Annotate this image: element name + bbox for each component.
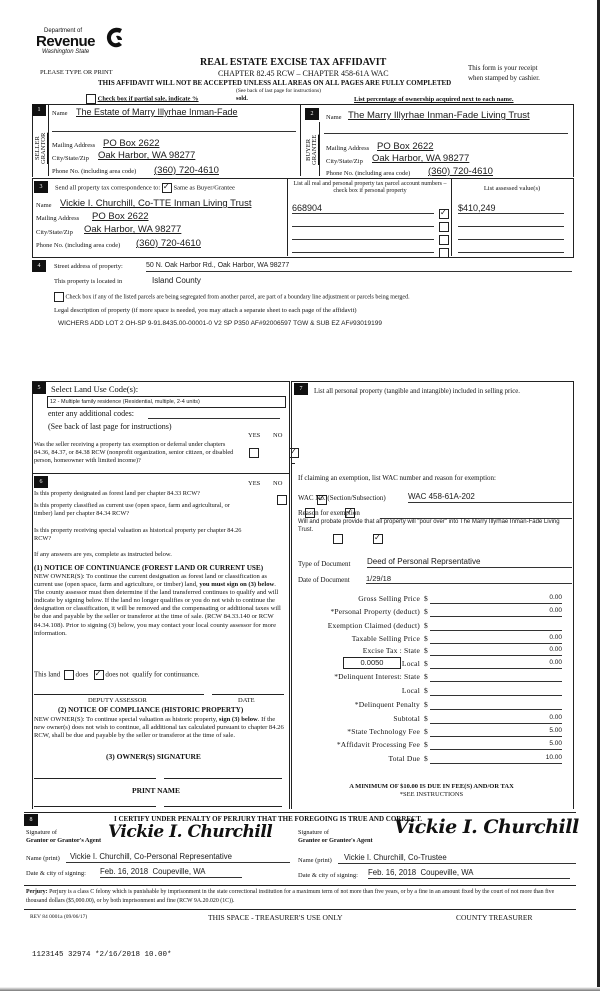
legal-description-label: Legal description of property (if more space is needed, you may attach a separate sheet to each page of the affidavit) xyxy=(54,307,357,314)
please-type-or-print: PLEASE TYPE OR PRINT xyxy=(40,69,113,76)
buyer-phone-field[interactable]: (360) 720-4610 xyxy=(428,166,493,177)
current-use-question: Is this property classified as current use (open space, farm and agricultural, or timber) land per chapter 84.34 RCW? xyxy=(34,502,230,517)
section-3-badge: 3 xyxy=(34,181,48,193)
seller-name-label: Name xyxy=(52,110,68,117)
excise-tax-state-field[interactable]: 0.00 xyxy=(430,646,562,656)
county-field[interactable]: Island County xyxy=(152,276,201,285)
partial-sale-row xyxy=(86,94,199,104)
print-name-line-2[interactable] xyxy=(164,806,282,807)
land-use-code-select[interactable]: 12 - Multiple family residence (Residential, multiple, 2-4 units) xyxy=(47,396,286,408)
street-address-label: Street address of property: xyxy=(54,263,123,270)
buyer-city-field[interactable]: Oak Harbor, WA 98277 xyxy=(372,153,470,164)
owner-signature-line-1[interactable] xyxy=(34,778,156,779)
fee-row-exemption-claimed: Exemption Claimed (deduct) $ xyxy=(300,621,570,633)
fee-row-total-due: Total Due $ 10.00 xyxy=(388,754,562,763)
assessed-value-field[interactable] xyxy=(458,229,564,240)
section-4-badge: 4 xyxy=(32,260,46,272)
local-rate-field[interactable]: 0.0050 xyxy=(343,657,401,669)
buyer-name-field[interactable]: The Marry Illyrhae Inman-Fade Living Trust xyxy=(348,110,530,121)
exemption-claimed-field[interactable] xyxy=(430,621,562,631)
notice-compliance-text: NEW OWNER(S): To continue special valuation as historic property, sign (3) below. If the new owner(s) does not wish to continue, all additional tax calculated pursuant to chapter 84.26 RCW, shall be due and payable by the seller or transferor at the time of sale. xyxy=(34,716,284,739)
grantee-name-label: Name (print) xyxy=(298,857,332,864)
buyer-name-line-2[interactable] xyxy=(324,133,568,134)
print-name-line-1[interactable] xyxy=(34,806,156,807)
wac-label: WAC No. (Section/Subsection) xyxy=(298,494,386,502)
minimum-due-note: A MINIMUM OF $10.00 IS DUE IN FEE(S) AND/OR TAX xyxy=(349,783,514,790)
parcel-row xyxy=(292,229,572,241)
segregated-checkbox[interactable] xyxy=(54,292,64,302)
fee-row-excise-local: Local $ 0.00 xyxy=(401,659,562,668)
delinquent-interest-local-field[interactable] xyxy=(430,686,562,696)
see-instructions-note: *SEE INSTRUCTIONS xyxy=(399,791,464,798)
buyer-mailing-label: Mailing Address xyxy=(326,145,370,152)
does-label: does xyxy=(75,670,89,679)
assessor-date-label: DATE xyxy=(238,697,255,704)
land-use-see-back: (See back of last page for instructions) xyxy=(48,422,172,431)
assessed-value-field[interactable]: $410,249 xyxy=(458,203,564,214)
form-number: REV 84 0001a (09/06/17) xyxy=(30,914,88,920)
wac-field[interactable]: WAC 458-61A-202 xyxy=(408,492,572,503)
grantee-signature[interactable]: Vickie I. Churchill xyxy=(394,816,579,838)
seller-mailing-label: Mailing Address xyxy=(52,142,96,149)
treasurer-use-only: THIS SPACE - TREASURER'S USE ONLY xyxy=(208,913,343,922)
parcel-row xyxy=(292,242,572,254)
grantor-date-field[interactable]: Feb. 16, 2018 Coupeville, WA xyxy=(100,867,242,878)
tax-city-label: City/State/Zip xyxy=(36,229,73,236)
buyer-mailing-field[interactable]: PO Box 2622 xyxy=(377,141,434,152)
doc-type-label: Type of Document xyxy=(298,560,351,568)
segregated-row xyxy=(54,292,410,302)
section-8-top-border xyxy=(24,812,576,813)
gross-selling-price-field[interactable]: 0.00 xyxy=(430,594,562,604)
segregated-label: Check box if any of the listed parcels are being segregated from another parcel, are part of a boundary line adjustment or parcels being merged. xyxy=(65,294,410,301)
section-1-badge: 1 xyxy=(32,104,46,116)
seller-phone-field[interactable]: (360) 720-4610 xyxy=(154,165,219,176)
fee-row-delinquent-interest-state: *Delinquent Interest: State $ xyxy=(300,672,570,684)
cashier-stamp: 1123145 32974 *2/16/2018 10.00* xyxy=(32,951,172,959)
send-correspondence-label: Send all property tax correspondence to: xyxy=(55,184,161,192)
doc-date-label: Date of Document xyxy=(298,576,350,584)
notice-compliance-title: (2) NOTICE OF COMPLIANCE (HISTORIC PROPERTY) xyxy=(58,706,244,714)
yes-header: YES xyxy=(248,432,261,439)
fee-row-personal-property: *Personal Property (deduct) $ 0.00 xyxy=(330,607,562,616)
section-6-yes-header: YES xyxy=(248,480,261,487)
parcel-header: List all real and personal property tax parcel account numbers – check box if personal property xyxy=(293,181,447,194)
tax-mailing-label: Mailing Address xyxy=(36,215,80,222)
perjury-notice: Perjury: Perjury is a class C felony which is punishable by imprisonment in the state correctional institution for a maximum term of not more than five years, or by a fine in an amount fixed by the court of not more than five thousand dollars ($5,000.00), or by both imprisonment and fine (RCW 9A.20.020 (1C)). xyxy=(26,889,555,904)
section-5-badge: 5 xyxy=(32,382,46,394)
seller-phone-label: Phone No. (including area code) xyxy=(52,168,137,175)
doc-type-field[interactable]: Deed of Personal Reprsentative xyxy=(367,557,572,568)
section-7-badge: 7 xyxy=(294,383,308,395)
assessed-value-field[interactable] xyxy=(458,216,564,227)
affidavit-processing-fee-field[interactable]: 5.00 xyxy=(430,740,562,750)
owner-signature-line-2[interactable] xyxy=(164,778,282,779)
tax-phone-field[interactable]: (360) 720-4610 xyxy=(136,238,201,249)
seller-mailing-field[interactable]: PO Box 2622 xyxy=(103,138,160,149)
fee-row-state-technology-fee: *State Technology Fee $ 5.00 xyxy=(347,727,562,736)
personal-property-deduct-field[interactable]: 0.00 xyxy=(430,607,562,617)
reason-label: Reason for exemption xyxy=(298,509,360,517)
section-2-badge: 2 xyxy=(305,108,319,120)
partial-sale-label: Check box if partial sale, indicate % xyxy=(97,95,199,103)
forest-land-yes-checkbox[interactable] xyxy=(277,495,287,505)
tax-name-label: Name xyxy=(36,202,52,209)
section-8-badge: 8 xyxy=(24,814,38,826)
notice-continuance-text: NEW OWNER(S): To continue the current designation as forest land or classification as current use (open space, farm and agriculture, or timber) land, you must sign on (3) below. The county assessor must then determine if the land transferred continues to qualify and will indicate by signing below. If the land no longer qualifies or you do not wish to continue the designation or classification, it will be removed and the compensating or additional taxes will be due and payable by the seller or transferor at the time of sale. (RCW 84.33.140 or RCW 84.34.108). Prior to signing (3) below, you may contact your local county assessor for more information. xyxy=(34,573,281,637)
grantor-signature-label: Signature of Grantor or Grantor's Agent xyxy=(26,829,102,844)
section-2-divider xyxy=(300,104,301,176)
logo-washington-state: Washington State xyxy=(42,49,90,55)
see-back-instructions: (See back of last page for instructions) xyxy=(236,88,321,94)
tax-phone-label: Phone No. (including area code) xyxy=(36,242,121,249)
delinquent-penalty-field[interactable] xyxy=(430,700,562,710)
assessor-date-line[interactable] xyxy=(212,694,284,695)
seller-exemption-yes-checkbox[interactable] xyxy=(249,448,259,458)
does-not-qualify-checkbox[interactable] xyxy=(94,670,104,680)
fee-row-gross-selling-price: Gross Selling Price $ 0.00 xyxy=(358,594,562,603)
same-as-buyer-checkbox[interactable] xyxy=(162,183,172,193)
subtotal-field[interactable]: 0.00 xyxy=(430,714,562,724)
parcel-divider xyxy=(287,178,288,256)
notice-continuance-title: (1) NOTICE OF CONTINUANCE (FOREST LAND OR CURRENT USE) xyxy=(34,564,264,572)
seller-name-field[interactable]: The Estate of Marry Illyrhae Inman-Fade xyxy=(76,107,238,117)
taxable-selling-price-field[interactable]: 0.00 xyxy=(430,634,562,644)
tax-mailing-field[interactable]: PO Box 2622 xyxy=(92,211,149,222)
fee-row-taxable-selling-price: Taxable Selling Price $ 0.00 xyxy=(351,634,562,643)
street-address-field[interactable]: 50 N. Oak Harbor Rd., Oak Harbor, WA 98277 xyxy=(146,262,572,272)
doc-date-field[interactable]: 1/29/18 xyxy=(366,574,572,584)
additional-codes-label: enter any additional codes: xyxy=(48,409,134,418)
land-use-title: Select Land Use Code(s): xyxy=(51,384,139,394)
receipt-note-2: when stamped by cashier. xyxy=(468,74,540,82)
if-yes-instruction: If any answers are yes, complete as instructed below. xyxy=(34,551,172,558)
additional-codes-field[interactable] xyxy=(148,418,280,419)
grantor-signature[interactable]: Vickie I. Churchill xyxy=(108,822,273,842)
seller-city-label: City/State/Zip xyxy=(52,155,89,162)
this-land-label: This land xyxy=(34,670,61,679)
continuance-row xyxy=(34,670,199,680)
personal-property-checkbox[interactable] xyxy=(439,248,449,258)
dor-logo xyxy=(36,28,106,60)
partial-sale-checkbox[interactable] xyxy=(86,94,96,104)
exemption-intro: If claiming an exemption, list WAC number and reason for exemption: xyxy=(298,474,496,482)
total-due-field[interactable]: 10.00 xyxy=(430,754,562,764)
seller-side-label: SELLER GRANTOR xyxy=(34,118,49,176)
personal-property-area[interactable] xyxy=(296,412,568,462)
historic-question: Is this property receiving special valuation as historical property per chapter 84.26 RCW? xyxy=(34,527,242,542)
tax-name-field[interactable]: Vickie I. Churchill, Co-TTE Inman Living Trust xyxy=(60,198,252,209)
section-1-divider xyxy=(48,104,49,118)
fee-row-delinquent-penalty: *Delinquent Penalty $ xyxy=(300,700,570,712)
parcel-row xyxy=(292,216,572,228)
grantee-date-label: Date & city of signing: xyxy=(298,872,358,879)
fee-row-delinquent-interest-local: Local $ xyxy=(300,686,570,698)
deputy-assessor-label: DEPUTY ASSESSOR xyxy=(88,697,147,704)
grantee-name-field[interactable]: Vickie I. Churchill, Co-Trustee xyxy=(338,853,576,864)
seller-exemption-question: Was the seller receiving a property tax exemption or deferral under chapters 84.36, 84.37, or 84.38 RCW (nonprofit organization, senior citizen, or disabled person, homeowner with limited income)? xyxy=(34,441,234,464)
excise-tax-local-field[interactable]: 0.00 xyxy=(430,659,562,669)
grantee-signature-label: Signature of Grantee or Grantee's Agent xyxy=(298,829,373,844)
grantee-date-field[interactable]: Feb. 16, 2018 Coupeville, WA xyxy=(368,868,570,879)
forest-land-question: Is this property designated as forest land per chapter 84.33 RCW? xyxy=(34,490,200,497)
fee-row-affidavit-processing-fee: *Affidavit Processing Fee $ 5.00 xyxy=(336,740,562,749)
does-not-label: does not xyxy=(105,670,129,679)
grantor-name-field[interactable]: Vickie I. Churchill, Co-Personal Representative xyxy=(66,852,290,863)
qualify-label: qualify for continuance. xyxy=(132,670,200,679)
buyer-phone-label: Phone No. (including area code) xyxy=(326,170,411,177)
receipt-note-1: This form is your receipt xyxy=(468,64,538,72)
owner-signature-title: (3) OWNER(S) SIGNATURE xyxy=(106,752,201,761)
sold-label: sold. xyxy=(236,96,248,102)
deputy-assessor-line[interactable] xyxy=(34,694,204,695)
section-6-badge: 6 xyxy=(34,476,48,488)
exemption-divider xyxy=(291,463,295,464)
form-title: REAL ESTATE EXCISE TAX AFFIDAVIT xyxy=(200,57,387,68)
does-qualify-checkbox[interactable] xyxy=(64,670,74,680)
grantor-date-label: Date & city of signing: xyxy=(26,870,86,877)
buyer-city-label: City/State/Zip xyxy=(326,158,363,165)
buyer-name-label: Name xyxy=(326,114,342,121)
parcel-number-field[interactable] xyxy=(292,229,434,240)
reason-field[interactable]: Will and probate provide that all property will "pour over" into The Marry Illyrhae Inman-Fade Living Trust. xyxy=(298,519,560,533)
state-technology-fee-field[interactable]: 5.00 xyxy=(430,727,562,737)
section-6-no-header: NO xyxy=(273,480,283,487)
located-in-label: This property is located in xyxy=(54,278,123,285)
perjury-divider xyxy=(24,885,576,886)
assessed-value-header: List assessed value(s) xyxy=(483,185,541,192)
legal-description-field[interactable]: WICHERS ADD LOT 2 OH-SP 9-91.8435.00-00001-0 V2 SP P350 AF#92006597 TGW & SUB EZ AF#93019199 xyxy=(58,320,382,327)
personal-property-label: List all personal property (tangible and intangible) included in selling price. xyxy=(314,388,520,395)
send-correspondence-row xyxy=(55,183,235,193)
grantor-name-label: Name (print) xyxy=(26,855,60,862)
completion-warning: THIS AFFIDAVIT WILL NOT BE ACCEPTED UNLESS ALL AREAS ON ALL PAGES ARE FULLY COMPLETED xyxy=(98,79,452,87)
form-subtitle: CHAPTER 82.45 RCW – CHAPTER 458-61A WAC xyxy=(218,69,389,78)
county-treasurer: COUNTY TREASURER xyxy=(456,913,533,922)
assessed-value-field[interactable] xyxy=(458,242,564,253)
parcel-number-field[interactable] xyxy=(292,216,434,227)
no-header: NO xyxy=(273,432,283,439)
parcel-number-field[interactable]: 668904 xyxy=(292,203,434,214)
fee-row-subtotal: Subtotal $ 0.00 xyxy=(393,714,562,723)
fee-row-excise-state: Excise Tax : State $ 0.00 xyxy=(362,646,562,655)
ownership-note: List percentage of ownership acquired next to each name. xyxy=(354,96,514,103)
seller-name-line-2[interactable] xyxy=(52,131,296,132)
logo-revenue: Revenue xyxy=(36,33,96,50)
perjury-certification: I CERTIFY UNDER PENALTY OF PERJURY THAT THE FOREGOING IS TRUE AND CORRECT. xyxy=(114,815,423,823)
delinquent-interest-state-field[interactable] xyxy=(430,672,562,682)
footer-divider xyxy=(24,909,576,910)
parcel-row xyxy=(292,203,572,215)
logo-department-of: Department of xyxy=(44,28,83,34)
parcel-number-field[interactable] xyxy=(292,242,434,253)
tax-city-field[interactable]: Oak Harbor, WA 98277 xyxy=(84,224,182,235)
seller-city-field[interactable]: Oak Harbor, WA 98277 xyxy=(98,150,196,161)
dor-swirl-logo-icon xyxy=(104,26,126,50)
print-name-label: PRINT NAME xyxy=(132,786,180,795)
same-as-buyer-label: Same as Buyer/Grantee xyxy=(173,184,235,192)
buyer-side-label: BUYER GRANTEE xyxy=(305,122,320,176)
scan-edge-bottom xyxy=(0,987,600,991)
